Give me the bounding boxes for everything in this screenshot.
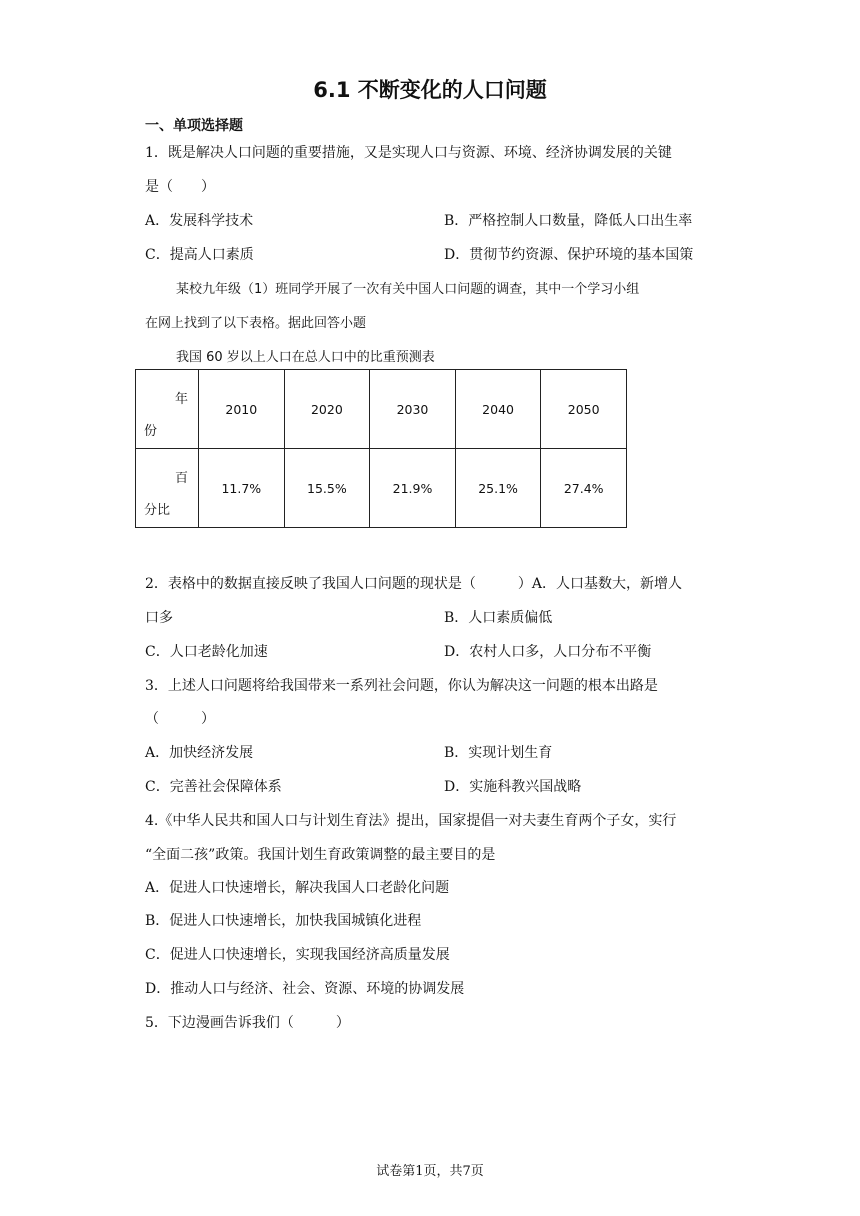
q3-option-d: D．实施科教兴国战略 bbox=[444, 779, 582, 795]
table-cell-percent: 25.1% bbox=[455, 449, 541, 528]
q1-option-c: C．提高人口素质 bbox=[145, 247, 254, 263]
q4-option-c: C．促进人口快速增长，实现我国经济高质量发展 bbox=[145, 947, 450, 963]
q3-option-c: C．完善社会保障体系 bbox=[145, 779, 282, 795]
q2-stem-line1: 2．表格中的数据直接反映了我国人口问题的现状是（ ）A．人口基数大，新增人 bbox=[145, 576, 683, 592]
table-header-percent: 百 分比 bbox=[136, 449, 199, 528]
q3-stem-line2: （ ） bbox=[145, 711, 215, 727]
q1-option-a: A．发展科学技术 bbox=[145, 213, 254, 229]
table-cell-percent: 27.4% bbox=[541, 449, 627, 528]
q2-stem-line2: 口多 bbox=[145, 610, 173, 626]
page-footer: 试卷第1页，共7页 bbox=[376, 1164, 484, 1179]
q1-stem-line2: 是（ ） bbox=[145, 179, 215, 195]
q4-option-b: B．促进人口快速增长，加快我国城镇化进程 bbox=[145, 913, 422, 929]
q4-stem-line1: 4.《中华人民共和国人口与计划生育法》提出，国家提倡一对夫妻生育两个子女，实行 bbox=[145, 813, 677, 829]
q4-option-a: A．促进人口快速增长，解决我国人口老龄化问题 bbox=[145, 880, 450, 896]
table-cell-year: 2020 bbox=[284, 370, 370, 449]
table-cell-year: 2040 bbox=[455, 370, 541, 449]
table-cell-year: 2010 bbox=[199, 370, 285, 449]
q4-option-d: D．推动人口与经济、社会、资源、环境的协调发展 bbox=[145, 981, 465, 997]
q2-option-c: C．人口老龄化加速 bbox=[145, 644, 268, 660]
material-line2: 在网上找到了以下表格。据此回答小题 bbox=[145, 316, 367, 331]
page-title: 6.1 不断变化的人口问题 bbox=[313, 78, 547, 102]
q3-stem-line1: 3．上述人口问题将给我国带来一系列社会问题，你认为解决这一问题的根本出路是 bbox=[145, 678, 658, 694]
population-table bbox=[135, 369, 627, 528]
table-title: 我国 60 岁以上人口在总人口中的比重预测表 bbox=[176, 350, 435, 365]
q3-option-a: A．加快经济发展 bbox=[145, 745, 254, 761]
q2-option-b: B．人口素质偏低 bbox=[444, 610, 553, 626]
table-row-years bbox=[136, 370, 627, 449]
table-cell-percent: 15.5% bbox=[284, 449, 370, 528]
table-row-percent bbox=[136, 449, 627, 528]
table-cell-percent: 11.7% bbox=[199, 449, 285, 528]
material-line1: 某校九年级（1）班同学开展了一次有关中国人口问题的调查，其中一个学习小组 bbox=[176, 282, 640, 297]
q2-option-d: D．农村人口多，人口分布不平衡 bbox=[444, 644, 652, 660]
table-cell-year: 2030 bbox=[370, 370, 456, 449]
table-cell-percent: 21.9% bbox=[370, 449, 456, 528]
q5-stem-line1: 5．下边漫画告诉我们（ ） bbox=[145, 1015, 350, 1031]
section-heading: 一、单项选择题 bbox=[145, 118, 243, 134]
q3-option-b: B．实现计划生育 bbox=[444, 745, 553, 761]
q4-stem-line2: “全面二孩”政策。我国计划生育政策调整的最主要目的是 bbox=[145, 847, 496, 863]
table-cell-year: 2050 bbox=[541, 370, 627, 449]
q1-stem-line1: 1．既是解决人口问题的重要措施，又是实现人口与资源、环境、经济协调发展的关键 bbox=[145, 145, 672, 161]
q1-option-d: D．贯彻节约资源、保护环境的基本国策 bbox=[444, 247, 694, 263]
table-header-year: 年 份 bbox=[136, 370, 199, 449]
q1-option-b: B．严格控制人口数量，降低人口出生率 bbox=[444, 213, 693, 229]
